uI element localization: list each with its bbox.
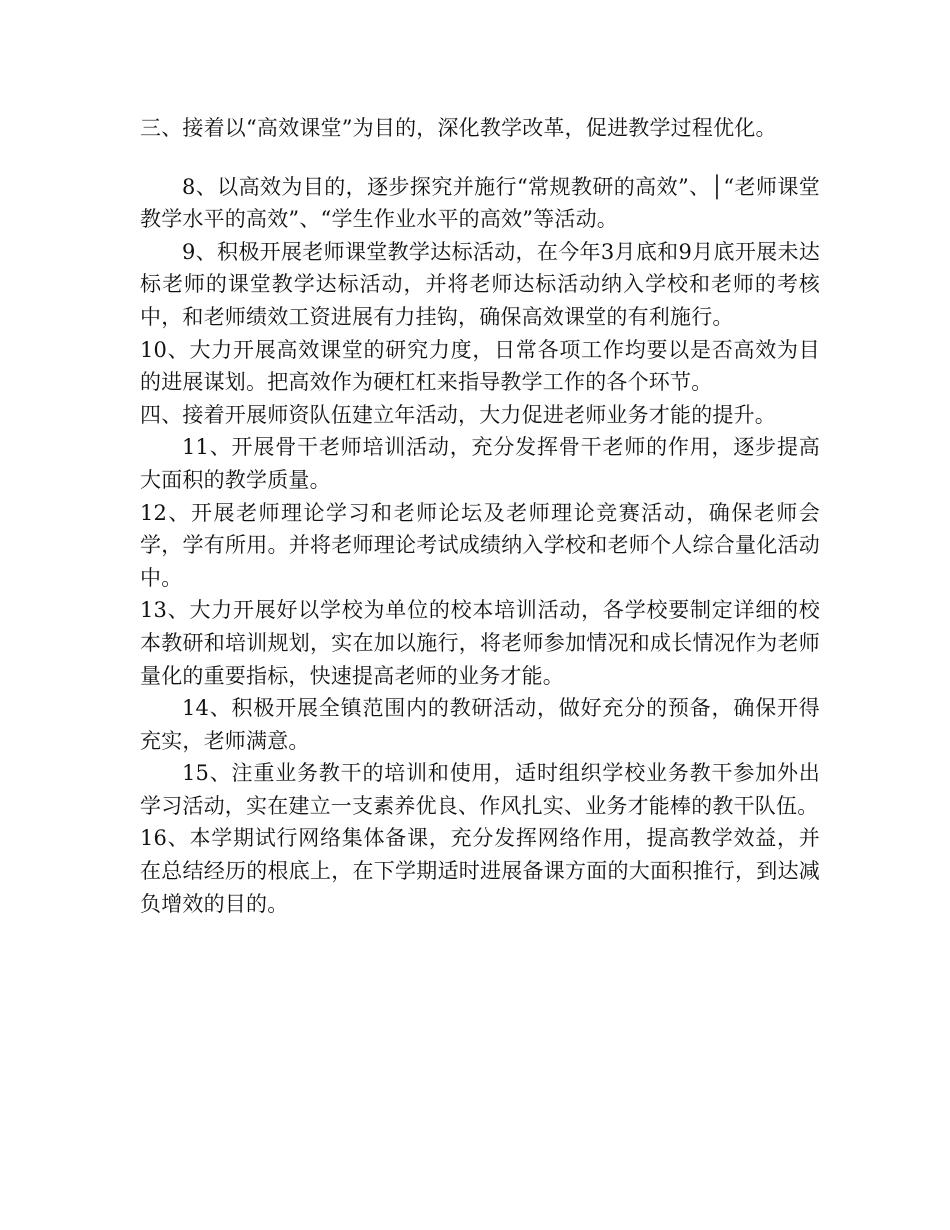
paragraph-item-14: 14、积极开展全镇范围内的教研活动，做好充分的预备，确保开得充实，老师满意。 xyxy=(140,696,820,753)
paragraph-item-10: 10、大力开展高效课堂的研究力度，日常各项工作均要以是否高效为目的进展谋划。把高效作为硬杠杠来指导教学工作的各个环节。 xyxy=(140,337,820,395)
paragraph-item-16: 16、本学期试行网络集体备课，充分发挥网络作用，提高教学效益，并在总结经历的根底上，在下学期适时进展备课方面的大面积推行，到达减负增效的目的。 xyxy=(140,826,820,916)
paragraph-item-12: 12、开展老师理论学习和老师论坛及老师理论竞赛活动，确保老师会学，学有所用。并将老师理论考试成绩纳入学校和老师个人综合量化活动中。 xyxy=(140,500,820,590)
paragraph-item-15: 15、注重业务教干的培训和使用，适时组织学校业务教干参加外出学习活动，实在建立一支素养优良、作风扎实、业务才能棒的教干队伍。 xyxy=(140,761,820,818)
document-body xyxy=(140,112,820,920)
section-heading-3: 三、接着以“高效课堂”为目的，深化教学改革，促进教学过程优化。 xyxy=(140,116,777,140)
paragraph-item-13: 13、大力开展好以学校为单位的校本培训活动，各学校要制定详细的校本教研和培训规划，实在加以施行，将老师参加情况和成长情况作为老师量化的重要指标，快速提高老师的业务才能。 xyxy=(140,598,820,688)
paragraph-item-8: 8、以高效为目的，逐步探究并施行“常规教研的高效”、│“老师课堂教学水平的高效”、“学生作业水平的高效”等活动。 xyxy=(140,174,820,232)
paragraph-item-9: 9、积极开展老师课堂教学达标活动，在今年3月底和9月底开展未达标老师的课堂教学达标活动，并将老师达标活动纳入学校和老师的考核中，和老师绩效工资进展有力挂钩，确保高效课堂的有利施行。 xyxy=(140,239,820,329)
paragraph-item-11: 11、开展骨干老师培训活动，充分发挥骨干老师的作用，逐步提高大面积的教学质量。 xyxy=(140,435,820,492)
section-heading-4: 四、接着开展师资队伍建立年活动，大力促进老师业务才能的提升。 xyxy=(140,402,776,427)
